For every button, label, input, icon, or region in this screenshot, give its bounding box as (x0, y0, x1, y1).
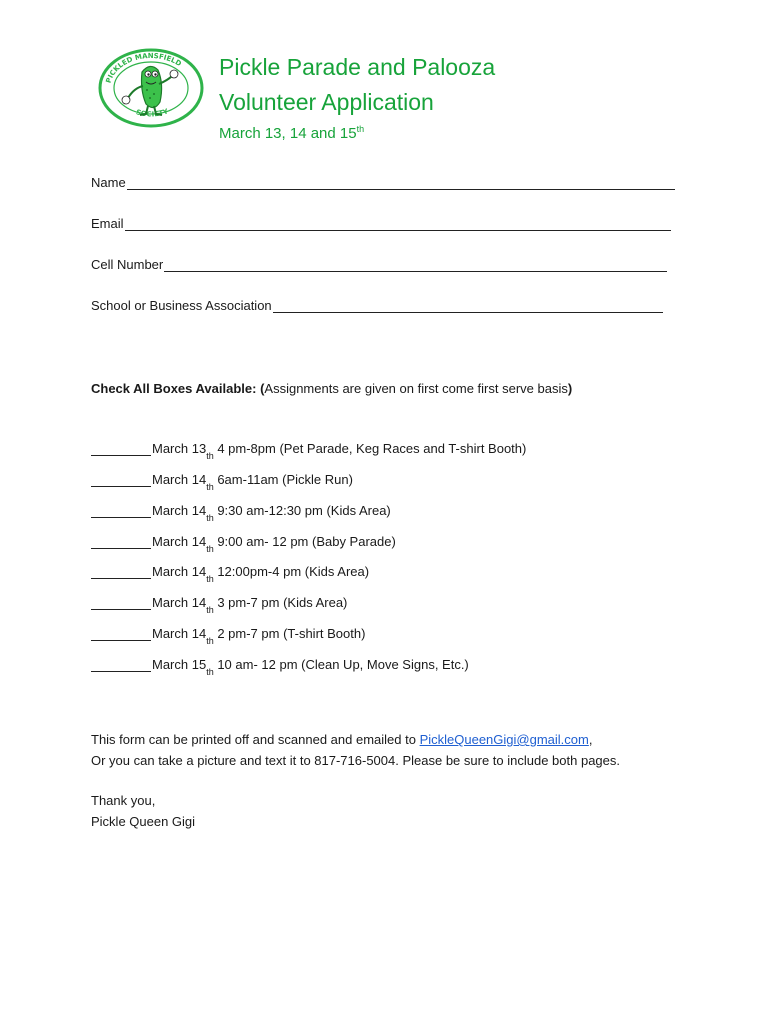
title-block (219, 50, 495, 142)
page-subtitle: Volunteer Application (219, 89, 434, 115)
signature: Pickle Queen Gigi (91, 814, 196, 829)
shift-option[interactable]: March 13 th 4 pm-8pm (Pet Parade, Keg Races and T-shirt Booth) (91, 441, 526, 456)
pickle-society-logo (98, 48, 204, 128)
association-label: School or Business Association (91, 298, 272, 313)
association-field[interactable] (91, 298, 663, 313)
shift-option[interactable]: March 14 th 2 pm-7 pm (T-shirt Booth) (91, 626, 365, 641)
shift-checkbox-line[interactable] (91, 472, 151, 487)
association-input-line[interactable] (273, 298, 663, 313)
instructions: Check All Boxes Available: (Assignments are given on first come first serve basis) (91, 381, 573, 396)
shift-option[interactable]: March 14 th 12:00pm-4 pm (Kids Area) (91, 564, 369, 579)
shift-checkbox-line[interactable] (91, 441, 151, 456)
submission-instructions (91, 729, 620, 771)
svg-text:SOCIETY: SOCIETY (135, 107, 170, 119)
email-field[interactable] (91, 216, 671, 231)
thanks-text: Thank you, (91, 793, 156, 808)
svg-text:PICKLED MANSFIELD: PICKLED MANSFIELD (104, 51, 183, 85)
cell-number-field[interactable] (91, 257, 667, 272)
email-input-line[interactable] (125, 216, 671, 231)
shift-checkbox-line[interactable] (91, 503, 151, 518)
shift-checkbox-line[interactable] (91, 626, 151, 641)
shift-checkbox-line[interactable] (91, 534, 151, 549)
submission-line-1: This form can be printed off and scanned and emailed to PickleQueenGigi@gmail.com, (91, 732, 593, 747)
name-field[interactable] (91, 175, 675, 190)
email-label: Email (91, 216, 124, 231)
closing (91, 790, 195, 832)
shift-option[interactable]: March 15 th 10 am- 12 pm (Clean Up, Move Signs, Etc.) (91, 657, 469, 672)
page-title: Pickle Parade and Palooza (219, 54, 496, 80)
submission-line-2: Or you can take a picture and text it to 817-716-5004. Please be sure to include both pages. (91, 753, 621, 768)
shift-option[interactable]: March 14 th 9:00 am- 12 pm (Baby Parade) (91, 534, 396, 549)
cell-number-input-line[interactable] (164, 257, 667, 272)
name-input-line[interactable] (127, 175, 675, 190)
event-dates: March 13, 14 and 15th (219, 124, 365, 142)
email-link[interactable]: PickleQueenGigi@gmail.com (419, 732, 589, 747)
shift-option[interactable]: March 14 th 9:30 am-12:30 pm (Kids Area) (91, 503, 391, 518)
shift-checkbox-line[interactable] (91, 595, 151, 610)
cell-number-label: Cell Number (91, 257, 164, 272)
shift-option[interactable]: March 14 th 6am-11am (Pickle Run) (91, 472, 353, 487)
shift-option[interactable]: March 14 th 3 pm-7 pm (Kids Area) (91, 595, 347, 610)
shift-checkbox-line[interactable] (91, 657, 151, 672)
name-label: Name (91, 175, 126, 190)
shift-checkbox-line[interactable] (91, 564, 151, 579)
